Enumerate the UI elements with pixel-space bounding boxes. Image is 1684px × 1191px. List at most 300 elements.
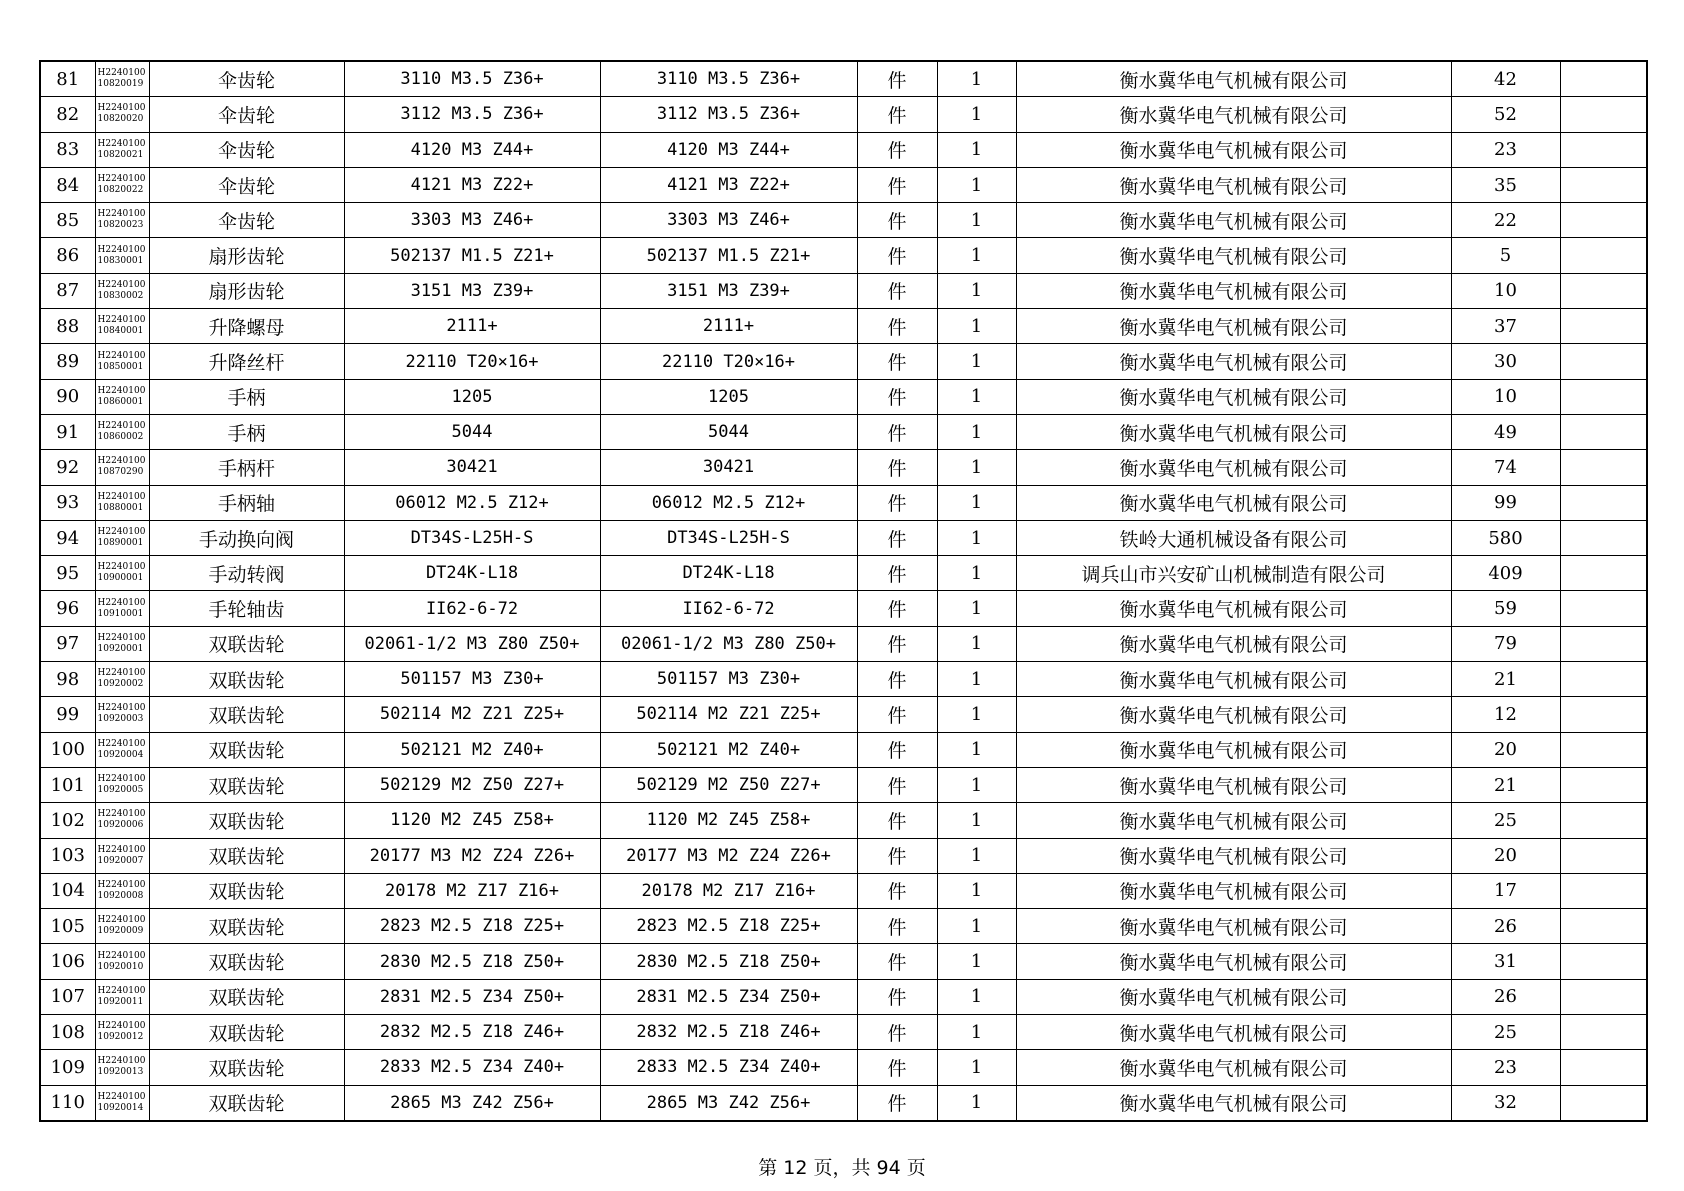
model-cell: 2832 M2.5 Z18 Z46+ (600, 1015, 857, 1050)
row-number-cell: 93 (40, 485, 95, 520)
row-number-cell: 107 (40, 979, 95, 1014)
material-code-cell (95, 203, 149, 238)
price-cell: 20 (1451, 838, 1560, 873)
material-code-cell (95, 61, 149, 97)
spec-cell: 2865 M3 Z42 Z56+ (344, 1085, 600, 1121)
table-row (40, 556, 1647, 591)
quantity-cell: 1 (937, 944, 1016, 979)
unit-cell: 件 (857, 520, 937, 555)
unit-cell: 件 (857, 485, 937, 520)
model-cell: 502137 M1.5 Z21+ (600, 238, 857, 273)
material-code-cell (95, 309, 149, 344)
material-code-line-2: 10920007 (97, 855, 144, 866)
table-row (40, 414, 1647, 449)
quantity-cell: 1 (937, 238, 1016, 273)
material-code-line-1: H2240100 (97, 244, 146, 255)
spec-cell: 2830 M2.5 Z18 Z50+ (344, 944, 600, 979)
part-name-cell: 双联齿轮 (149, 1085, 344, 1121)
material-code-line-2: 10920002 (97, 679, 144, 690)
row-number-cell: 106 (40, 944, 95, 979)
table-row (40, 132, 1647, 167)
material-code-line-1: H2240100 (97, 597, 146, 608)
quantity-cell: 1 (937, 662, 1016, 697)
part-name-cell: 伞齿轮 (149, 61, 344, 97)
spec-cell: 1205 (344, 379, 600, 414)
spec-cell: 20177 M3 M2 Z24 Z26+ (344, 838, 600, 873)
row-number-cell: 99 (40, 697, 95, 732)
spec-cell: 20178 M2 Z17 Z16+ (344, 873, 600, 908)
model-cell: 2823 M2.5 Z18 Z25+ (600, 909, 857, 944)
price-cell: 21 (1451, 662, 1560, 697)
note-cell (1560, 1050, 1647, 1085)
model-cell: 2865 M3 Z42 Z56+ (600, 1085, 857, 1121)
note-cell (1560, 238, 1647, 273)
table-row (40, 873, 1647, 908)
material-code-line-2: 10920005 (97, 785, 144, 796)
material-code-cell (95, 767, 149, 802)
unit-cell: 件 (857, 1085, 937, 1121)
material-code-line-2: 10920006 (97, 820, 144, 831)
material-code-line-1: H2240100 (97, 562, 146, 573)
material-code-line-1: H2240100 (97, 209, 146, 220)
model-cell: 2830 M2.5 Z18 Z50+ (600, 944, 857, 979)
price-cell: 37 (1451, 309, 1560, 344)
part-name-cell: 双联齿轮 (149, 1050, 344, 1085)
unit-cell: 件 (857, 909, 937, 944)
part-name-cell: 双联齿轮 (149, 662, 344, 697)
supplier-cell: 衡水冀华电气机械有限公司 (1016, 414, 1451, 449)
note-cell (1560, 767, 1647, 802)
material-code-cell (95, 379, 149, 414)
material-code-line-1: H2240100 (97, 279, 146, 290)
spec-cell: 3303 M3 Z46+ (344, 203, 600, 238)
material-code-line-1: H2240100 (97, 915, 146, 926)
table-row (40, 1050, 1647, 1085)
supplier-cell: 衡水冀华电气机械有限公司 (1016, 697, 1451, 732)
material-code-cell (95, 238, 149, 273)
spec-cell: DT34S-L25H-S (344, 520, 600, 555)
row-number-cell: 108 (40, 1015, 95, 1050)
price-cell: 31 (1451, 944, 1560, 979)
note-cell (1560, 697, 1647, 732)
material-code-cell (95, 414, 149, 449)
price-cell: 26 (1451, 979, 1560, 1014)
table-row (40, 591, 1647, 626)
table-row (40, 379, 1647, 414)
model-cell: 4121 M3 Z22+ (600, 167, 857, 202)
material-code-line-2: 10920008 (97, 890, 144, 901)
material-code-cell (95, 1050, 149, 1085)
row-number-cell: 83 (40, 132, 95, 167)
supplier-cell: 衡水冀华电气机械有限公司 (1016, 1015, 1451, 1050)
table-row (40, 767, 1647, 802)
spec-cell: 502129 M2 Z50 Z27+ (344, 767, 600, 802)
supplier-cell: 衡水冀华电气机械有限公司 (1016, 662, 1451, 697)
material-code-line-1: H2240100 (97, 456, 146, 467)
model-cell: 22110 T20×16+ (600, 344, 857, 379)
price-cell: 5 (1451, 238, 1560, 273)
part-name-cell: 手柄轴 (149, 485, 344, 520)
table-row (40, 344, 1647, 379)
table-row (40, 1015, 1647, 1050)
supplier-cell: 衡水冀华电气机械有限公司 (1016, 132, 1451, 167)
unit-cell: 件 (857, 662, 937, 697)
model-cell: 3110 M3.5 Z36+ (600, 61, 857, 97)
part-name-cell: 双联齿轮 (149, 697, 344, 732)
model-cell: 4120 M3 Z44+ (600, 132, 857, 167)
row-number-cell: 87 (40, 273, 95, 308)
quantity-cell: 1 (937, 379, 1016, 414)
note-cell (1560, 450, 1647, 485)
model-cell: 2111+ (600, 309, 857, 344)
table-row (40, 626, 1647, 661)
spec-cell: 06012 M2.5 Z12+ (344, 485, 600, 520)
material-code-cell (95, 132, 149, 167)
quantity-cell: 1 (937, 1015, 1016, 1050)
quantity-cell: 1 (937, 520, 1016, 555)
model-cell: 3112 M3.5 Z36+ (600, 97, 857, 132)
model-cell: 502121 M2 Z40+ (600, 732, 857, 767)
material-code-line-2: 10870290 (97, 467, 144, 478)
row-number-cell: 91 (40, 414, 95, 449)
part-name-cell: 手动转阀 (149, 556, 344, 591)
material-code-cell (95, 979, 149, 1014)
material-code-line-2: 10920004 (97, 749, 144, 760)
supplier-cell: 衡水冀华电气机械有限公司 (1016, 203, 1451, 238)
supplier-cell: 衡水冀华电气机械有限公司 (1016, 944, 1451, 979)
material-code-line-2: 10820022 (97, 185, 144, 196)
material-code-line-2: 10820023 (97, 220, 144, 231)
model-cell: 1205 (600, 379, 857, 414)
quantity-cell: 1 (937, 485, 1016, 520)
model-cell: 502129 M2 Z50 Z27+ (600, 767, 857, 802)
row-number-cell: 104 (40, 873, 95, 908)
material-code-line-2: 10920009 (97, 926, 144, 937)
material-code-cell (95, 97, 149, 132)
note-cell (1560, 662, 1647, 697)
row-number-cell: 101 (40, 767, 95, 802)
parts-table (39, 60, 1648, 1122)
unit-cell: 件 (857, 309, 937, 344)
supplier-cell: 衡水冀华电气机械有限公司 (1016, 167, 1451, 202)
row-number-cell: 110 (40, 1085, 95, 1121)
model-cell: 20178 M2 Z17 Z16+ (600, 873, 857, 908)
table-row (40, 909, 1647, 944)
material-code-line-2: 10910001 (97, 608, 144, 619)
material-code-cell (95, 520, 149, 555)
part-name-cell: 手柄杆 (149, 450, 344, 485)
note-cell (1560, 379, 1647, 414)
spec-cell: 02061-1/2 M3 Z80 Z50+ (344, 626, 600, 661)
material-code-line-2: 10850001 (97, 361, 144, 372)
note-cell (1560, 61, 1647, 97)
row-number-cell: 82 (40, 97, 95, 132)
price-cell: 59 (1451, 591, 1560, 626)
material-code-cell (95, 1085, 149, 1121)
unit-cell: 件 (857, 450, 937, 485)
price-cell: 12 (1451, 697, 1560, 732)
spec-cell: 2831 M2.5 Z34 Z50+ (344, 979, 600, 1014)
material-code-cell (95, 944, 149, 979)
part-name-cell: 双联齿轮 (149, 767, 344, 802)
supplier-cell: 衡水冀华电气机械有限公司 (1016, 803, 1451, 838)
quantity-cell: 1 (937, 132, 1016, 167)
price-cell: 580 (1451, 520, 1560, 555)
unit-cell: 件 (857, 767, 937, 802)
quantity-cell: 1 (937, 591, 1016, 626)
spec-cell: 30421 (344, 450, 600, 485)
spec-cell: II62-6-72 (344, 591, 600, 626)
material-code-cell (95, 732, 149, 767)
quantity-cell: 1 (937, 732, 1016, 767)
spec-cell: 2833 M2.5 Z34 Z40+ (344, 1050, 600, 1085)
material-code-cell (95, 344, 149, 379)
supplier-cell: 衡水冀华电气机械有限公司 (1016, 767, 1451, 802)
material-code-line-1: H2240100 (97, 138, 146, 149)
note-cell (1560, 591, 1647, 626)
material-code-cell (95, 450, 149, 485)
quantity-cell: 1 (937, 167, 1016, 202)
part-name-cell: 伞齿轮 (149, 167, 344, 202)
material-code-cell (95, 485, 149, 520)
quantity-cell: 1 (937, 344, 1016, 379)
note-cell (1560, 344, 1647, 379)
price-cell: 25 (1451, 1015, 1560, 1050)
price-cell: 52 (1451, 97, 1560, 132)
material-code-cell (95, 909, 149, 944)
price-cell: 30 (1451, 344, 1560, 379)
note-cell (1560, 909, 1647, 944)
unit-cell: 件 (857, 838, 937, 873)
note-cell (1560, 838, 1647, 873)
material-code-line-2: 10900001 (97, 573, 144, 584)
material-code-line-1: H2240100 (97, 1021, 146, 1032)
price-cell: 23 (1451, 132, 1560, 167)
note-cell (1560, 1015, 1647, 1050)
part-name-cell: 双联齿轮 (149, 909, 344, 944)
supplier-cell: 衡水冀华电气机械有限公司 (1016, 61, 1451, 97)
part-name-cell: 扇形齿轮 (149, 273, 344, 308)
material-code-cell (95, 626, 149, 661)
material-code-line-1: H2240100 (97, 632, 146, 643)
material-code-line-1: H2240100 (97, 491, 146, 502)
material-code-cell (95, 167, 149, 202)
material-code-line-1: H2240100 (97, 774, 146, 785)
table-row (40, 273, 1647, 308)
material-code-line-1: H2240100 (97, 350, 146, 361)
part-name-cell: 手动换向阀 (149, 520, 344, 555)
model-cell: 2831 M2.5 Z34 Z50+ (600, 979, 857, 1014)
spec-cell: 501157 M3 Z30+ (344, 662, 600, 697)
material-code-line-1: H2240100 (97, 1056, 146, 1067)
price-cell: 32 (1451, 1085, 1560, 1121)
material-code-line-2: 10860002 (97, 432, 144, 443)
material-code-line-2: 10920013 (97, 1067, 144, 1078)
unit-cell: 件 (857, 873, 937, 908)
quantity-cell: 1 (937, 838, 1016, 873)
supplier-cell: 衡水冀华电气机械有限公司 (1016, 344, 1451, 379)
spec-cell: 502137 M1.5 Z21+ (344, 238, 600, 273)
unit-cell: 件 (857, 556, 937, 591)
material-code-cell (95, 873, 149, 908)
part-name-cell: 双联齿轮 (149, 803, 344, 838)
quantity-cell: 1 (937, 873, 1016, 908)
table-row (40, 203, 1647, 238)
part-name-cell: 双联齿轮 (149, 979, 344, 1014)
supplier-cell: 铁岭大通机械设备有限公司 (1016, 520, 1451, 555)
unit-cell: 件 (857, 944, 937, 979)
material-code-line-1: H2240100 (97, 421, 146, 432)
note-cell (1560, 203, 1647, 238)
material-code-cell (95, 697, 149, 732)
row-number-cell: 109 (40, 1050, 95, 1085)
model-cell: 3151 M3 Z39+ (600, 273, 857, 308)
material-code-cell (95, 556, 149, 591)
material-code-line-2: 10840001 (97, 326, 144, 337)
spec-cell: 502114 M2 Z21 Z25+ (344, 697, 600, 732)
material-code-line-1: H2240100 (97, 174, 146, 185)
part-name-cell: 升降螺母 (149, 309, 344, 344)
material-code-line-1: H2240100 (97, 668, 146, 679)
material-code-line-1: H2240100 (97, 738, 146, 749)
material-code-line-1: H2240100 (97, 315, 146, 326)
part-name-cell: 伞齿轮 (149, 132, 344, 167)
unit-cell: 件 (857, 203, 937, 238)
part-name-cell: 手柄 (149, 379, 344, 414)
spec-cell: 3110 M3.5 Z36+ (344, 61, 600, 97)
price-cell: 409 (1451, 556, 1560, 591)
spec-cell: 2823 M2.5 Z18 Z25+ (344, 909, 600, 944)
table-row (40, 520, 1647, 555)
quantity-cell: 1 (937, 97, 1016, 132)
row-number-cell: 94 (40, 520, 95, 555)
table-row (40, 979, 1647, 1014)
quantity-cell: 1 (937, 273, 1016, 308)
material-code-cell (95, 1015, 149, 1050)
supplier-cell: 衡水冀华电气机械有限公司 (1016, 873, 1451, 908)
part-name-cell: 双联齿轮 (149, 626, 344, 661)
supplier-cell: 衡水冀华电气机械有限公司 (1016, 732, 1451, 767)
model-cell: 20177 M3 M2 Z24 Z26+ (600, 838, 857, 873)
material-code-line-1: H2240100 (97, 68, 146, 79)
row-number-cell: 103 (40, 838, 95, 873)
quantity-cell: 1 (937, 414, 1016, 449)
material-code-line-2: 10890001 (97, 538, 144, 548)
page-footer: 第 12 页，共 94 页 (758, 1157, 926, 1179)
price-cell: 25 (1451, 803, 1560, 838)
unit-cell: 件 (857, 273, 937, 308)
price-cell: 20 (1451, 732, 1560, 767)
spec-cell: 3112 M3.5 Z36+ (344, 97, 600, 132)
table-row (40, 697, 1647, 732)
material-code-line-1: H2240100 (97, 703, 146, 714)
material-code-line-1: H2240100 (97, 385, 146, 396)
table-body (40, 61, 1647, 1121)
unit-cell: 件 (857, 344, 937, 379)
material-code-line-1: H2240100 (97, 527, 146, 537)
quantity-cell: 1 (937, 979, 1016, 1014)
unit-cell: 件 (857, 61, 937, 97)
row-number-cell: 81 (40, 61, 95, 97)
spec-cell: DT24K-L18 (344, 556, 600, 591)
row-number-cell: 98 (40, 662, 95, 697)
spec-cell: 3151 M3 Z39+ (344, 273, 600, 308)
table-row (40, 662, 1647, 697)
note-cell (1560, 626, 1647, 661)
supplier-cell: 衡水冀华电气机械有限公司 (1016, 485, 1451, 520)
material-code-cell (95, 803, 149, 838)
table-row (40, 838, 1647, 873)
quantity-cell: 1 (937, 767, 1016, 802)
note-cell (1560, 167, 1647, 202)
part-name-cell: 伞齿轮 (149, 203, 344, 238)
spec-cell: 1120 M2 Z45 Z58+ (344, 803, 600, 838)
note-cell (1560, 944, 1647, 979)
note-cell (1560, 803, 1647, 838)
row-number-cell: 84 (40, 167, 95, 202)
quantity-cell: 1 (937, 697, 1016, 732)
spec-cell: 4120 M3 Z44+ (344, 132, 600, 167)
unit-cell: 件 (857, 591, 937, 626)
note-cell (1560, 556, 1647, 591)
price-cell: 23 (1451, 1050, 1560, 1085)
supplier-cell: 衡水冀华电气机械有限公司 (1016, 273, 1451, 308)
part-name-cell: 双联齿轮 (149, 873, 344, 908)
table-row (40, 61, 1647, 97)
part-name-cell: 手轮轴齿 (149, 591, 344, 626)
row-number-cell: 96 (40, 591, 95, 626)
unit-cell: 件 (857, 379, 937, 414)
part-name-cell: 双联齿轮 (149, 732, 344, 767)
table-row (40, 732, 1647, 767)
table-row (40, 238, 1647, 273)
unit-cell: 件 (857, 167, 937, 202)
row-number-cell: 85 (40, 203, 95, 238)
model-cell: 02061-1/2 M3 Z80 Z50+ (600, 626, 857, 661)
spec-cell: 2832 M2.5 Z18 Z46+ (344, 1015, 600, 1050)
material-code-line-1: H2240100 (97, 985, 146, 996)
spec-cell: 2111+ (344, 309, 600, 344)
table-row (40, 309, 1647, 344)
supplier-cell: 衡水冀华电气机械有限公司 (1016, 1085, 1451, 1121)
supplier-cell: 衡水冀华电气机械有限公司 (1016, 838, 1451, 873)
quantity-cell: 1 (937, 450, 1016, 485)
note-cell (1560, 414, 1647, 449)
table-row (40, 485, 1647, 520)
part-name-cell: 双联齿轮 (149, 1015, 344, 1050)
model-cell: 501157 M3 Z30+ (600, 662, 857, 697)
price-cell: 49 (1451, 414, 1560, 449)
row-number-cell: 100 (40, 732, 95, 767)
note-cell (1560, 1085, 1647, 1121)
quantity-cell: 1 (937, 626, 1016, 661)
quantity-cell: 1 (937, 556, 1016, 591)
material-code-line-2: 10920001 (97, 643, 144, 654)
supplier-cell: 衡水冀华电气机械有限公司 (1016, 626, 1451, 661)
spec-cell: 5044 (344, 414, 600, 449)
supplier-cell: 衡水冀华电气机械有限公司 (1016, 450, 1451, 485)
material-code-line-1: H2240100 (97, 844, 146, 855)
spec-cell: 502121 M2 Z40+ (344, 732, 600, 767)
unit-cell: 件 (857, 732, 937, 767)
table-row (40, 97, 1647, 132)
price-cell: 74 (1451, 450, 1560, 485)
material-code-line-2: 10920014 (97, 1102, 144, 1113)
material-code-cell (95, 662, 149, 697)
supplier-cell: 衡水冀华电气机械有限公司 (1016, 379, 1451, 414)
unit-cell: 件 (857, 97, 937, 132)
row-number-cell: 92 (40, 450, 95, 485)
